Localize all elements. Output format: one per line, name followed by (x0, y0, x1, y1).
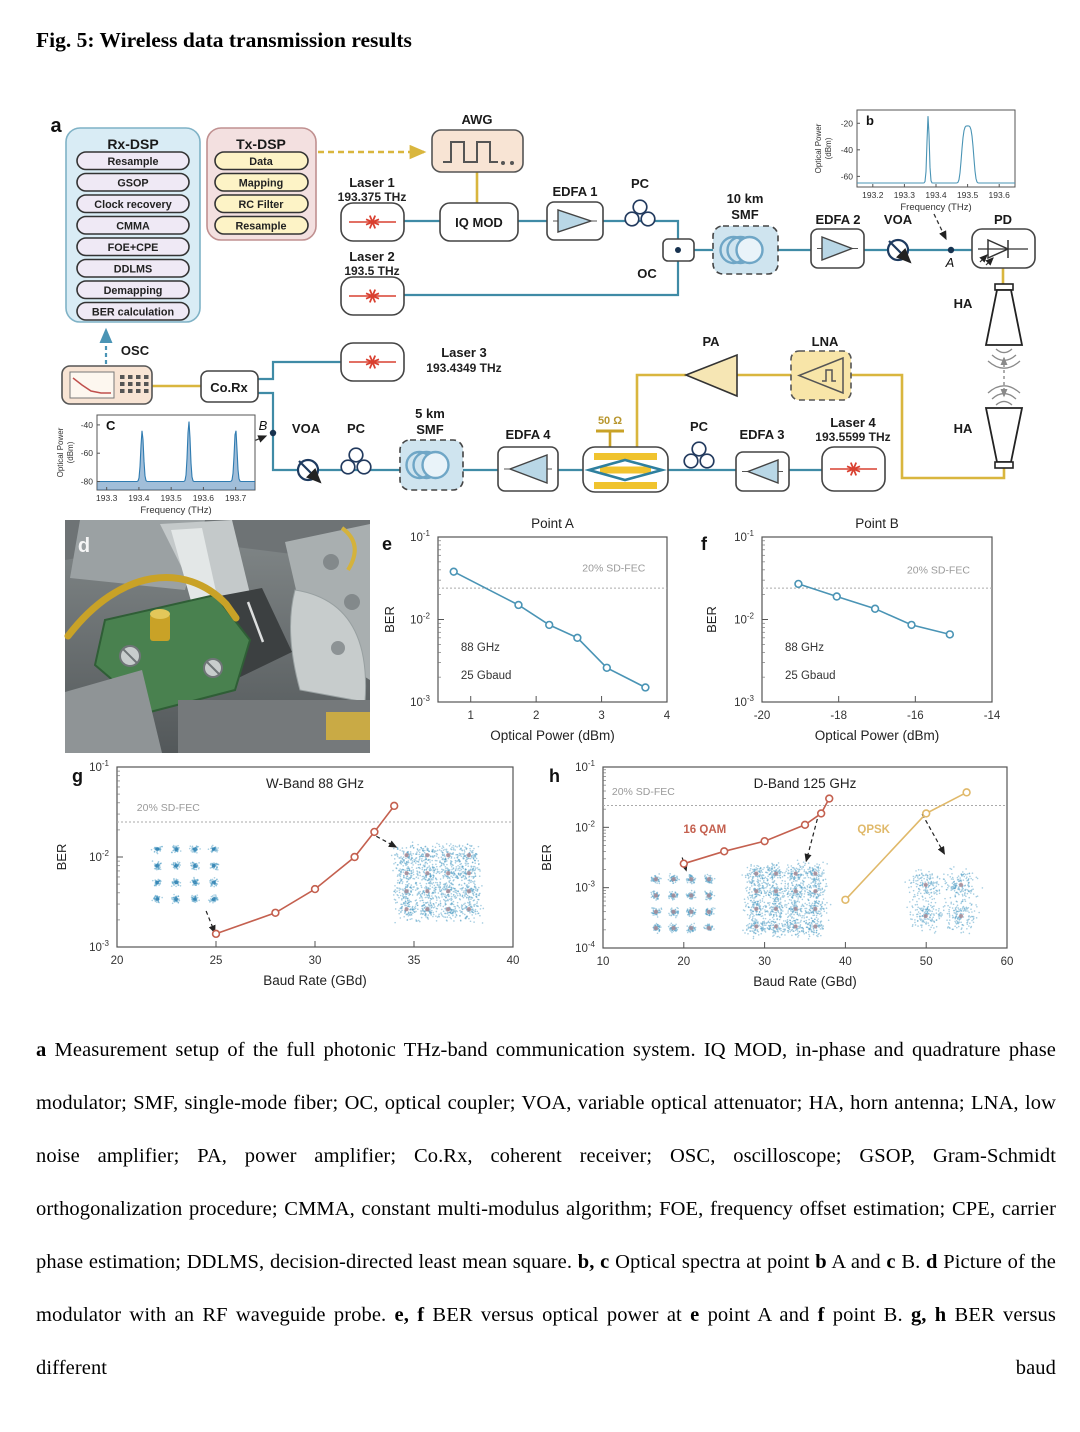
svg-text:60: 60 (1000, 956, 1014, 968)
svg-text:BER: BER (704, 606, 719, 633)
svg-text:-40: -40 (80, 419, 93, 430)
svg-text:Optical Power: Optical Power (56, 427, 65, 478)
voa2-label: VOA (291, 421, 321, 436)
svg-text:-16: -16 (907, 710, 924, 722)
pd-box (972, 229, 1035, 268)
tx-dsp-step: Resample (235, 220, 287, 233)
svg-text:1: 1 (467, 710, 474, 722)
svg-text:Point A: Point A (531, 516, 574, 531)
svg-text:2: 2 (532, 710, 540, 722)
svg-text:193.3: 193.3 (893, 190, 916, 200)
svg-text:(dBm): (dBm) (824, 137, 833, 160)
caption-segment: Optical spectra at point (609, 1251, 816, 1273)
chart-f (701, 516, 1001, 743)
smf10-label-1: 10 km (726, 191, 764, 206)
svg-text:193.4: 193.4 (128, 493, 150, 503)
svg-text:10-1: $10^{-1}$ (734, 529, 754, 544)
svg-text:W-Band 88 GHz: W-Band 88 GHz (265, 776, 365, 791)
caption-segment: Picture of the modulator with an RF waveguide probe. (36, 1251, 1056, 1326)
thz-modulator-box (583, 431, 668, 492)
laser2-label: Laser 2 (349, 249, 395, 264)
svg-text:g: g (72, 766, 83, 786)
tx-dsp-step: Data (249, 155, 273, 168)
svg-text:193.7: 193.7 (225, 493, 247, 503)
laser3-box (341, 343, 404, 381)
voa1-icon (888, 240, 910, 262)
svg-text:-20: -20 (753, 710, 771, 722)
rx-dsp-step: Clock recovery (94, 198, 172, 211)
pc3-label: PC (689, 419, 709, 434)
chart-h (539, 759, 1013, 989)
awg-label: AWG (461, 112, 493, 127)
svg-text:193.3: 193.3 (96, 493, 118, 503)
svg-text:40: 40 (506, 955, 520, 967)
edfa1-label: EDFA 1 (552, 184, 598, 199)
svg-text:193.2: 193.2 (862, 190, 884, 200)
laser4-label: Laser 4 (830, 415, 876, 430)
svg-text:20: 20 (110, 955, 124, 967)
figure-title: Fig. 5: Wireless data transmission results (36, 28, 412, 52)
edfa4-box (498, 447, 558, 491)
svg-text:20% SD-FEC: 20% SD-FEC (611, 786, 675, 799)
caption-segment: A and (826, 1251, 887, 1273)
laser2-freq: 193.5 THz (344, 264, 400, 278)
svg-text:193.5: 193.5 (956, 190, 979, 200)
pc3-icon (684, 442, 714, 468)
caption-segment: e, f (394, 1304, 425, 1326)
svg-text:3: 3 (598, 710, 605, 722)
laser2-box (341, 277, 404, 315)
rx-dsp-step: DDLMS (113, 263, 153, 276)
svg-text:-14: -14 (983, 710, 1001, 722)
laser1-freq: 193.375 THz (337, 190, 407, 204)
horn-antenna-bottom (986, 408, 1022, 468)
svg-text:Baud Rate (GBd): Baud Rate (GBd) (263, 973, 367, 988)
chart-g (54, 759, 519, 988)
svg-text:193.5: 193.5 (160, 493, 182, 503)
rx-dsp-step: BER calculation (91, 306, 175, 319)
svg-text:10-1: $10^{-1}$ (89, 759, 109, 774)
pc2-label: PC (346, 421, 366, 436)
svg-text:25: 25 (209, 955, 223, 967)
svg-text:193.6: 193.6 (988, 190, 1010, 200)
svg-text:-80: -80 (80, 476, 93, 487)
caption-segment: a (36, 1039, 55, 1061)
spectrum-c (56, 415, 255, 516)
rx-dsp-step: CMMA (116, 220, 150, 233)
svg-text:20% SD-FEC: 20% SD-FEC (582, 562, 646, 575)
rx-dsp-box (66, 128, 200, 322)
edfa2-label: EDFA 2 (815, 212, 861, 227)
caption-segment: Measurement setup of the full photonic THz-band communication system. IQ MOD, in-phase and quadrature phase modulator; SMF, single-mode fiber; OC, optical coupler; VOA, variable optical attenuator; HA, horn antenna; LNA, low noise amplifier; PA, power amplifier; Co.Rx, coherent receiver; OSC, oscilloscope; GSOP, Gram-Schmidt orthogonalization procedure; CMMA, constant multi-modulus algorithm; FOE, frequency offset estimation; CPE, carrier phase estimation; DDLMS, decision-directed least mean square. (36, 1039, 1056, 1273)
rx-dsp-step: Resample (107, 155, 159, 168)
svg-text:BER: BER (382, 606, 397, 633)
caption-segment: d (926, 1251, 938, 1273)
rx-dsp-title: Rx-DSP (107, 136, 159, 152)
horn-antenna-top (986, 284, 1022, 345)
svg-text:-40: -40 (840, 144, 853, 155)
svg-text:20% SD-FEC: 20% SD-FEC (136, 802, 200, 815)
svg-text:10-2: $10^{-2}$ (575, 819, 595, 835)
edfa2-box (811, 229, 864, 268)
terminator-label: 50 Ω (597, 415, 623, 427)
caption-segment: BER versus different baud (36, 1304, 1056, 1379)
pa-icon (686, 355, 737, 396)
svg-text:10-3: $10^{-3}$ (575, 879, 595, 895)
svg-text:f: f (701, 534, 707, 554)
caption-segment: b (815, 1251, 827, 1273)
laser1-label: Laser 1 (349, 175, 395, 190)
svg-text:C: C (106, 418, 116, 433)
caption-segment: g, h (910, 1304, 947, 1326)
svg-text:193.4: 193.4 (925, 190, 947, 200)
svg-text:25 Gbaud: 25 Gbaud (460, 669, 512, 682)
svg-text:Frequency (THz): Frequency (THz) (140, 505, 212, 516)
svg-text:(dBm): (dBm) (66, 441, 75, 464)
caption-segment: b, c (577, 1251, 610, 1273)
pa-label: PA (702, 334, 720, 349)
figure-caption (36, 1024, 1056, 1395)
point-a-dot (948, 247, 954, 253)
caption-segment: point B. (824, 1304, 911, 1326)
laser1-box (341, 203, 404, 241)
laser4-freq: 193.5599 THz (815, 430, 891, 444)
point-a-label: A (945, 255, 955, 270)
voa2-icon (298, 460, 320, 482)
svg-text:20: 20 (677, 956, 691, 968)
svg-text:30: 30 (308, 955, 322, 967)
point-b-dot (270, 430, 276, 436)
svg-text:-20: -20 (840, 118, 853, 129)
rx-dsp-step: Demapping (103, 284, 163, 297)
svg-text:10-2: $10^{-2}$ (89, 849, 109, 864)
caption-segment: point A and (699, 1304, 818, 1326)
svg-text:Optical Power (dBm): Optical Power (dBm) (490, 728, 615, 743)
svg-text:Point B: Point B (855, 516, 899, 531)
svg-text:20% SD-FEC: 20% SD-FEC (906, 564, 970, 577)
svg-text:e: e (382, 534, 393, 554)
svg-text:88 GHz: 88 GHz (785, 641, 824, 654)
svg-text:b: b (866, 113, 874, 128)
lna-label: LNA (811, 334, 839, 349)
panel-label-d: d (77, 535, 91, 557)
tx-dsp-title: Tx-DSP (236, 136, 286, 152)
svg-text:-60: -60 (80, 448, 93, 459)
chart-e (382, 516, 671, 743)
svg-text:Frequency (THz): Frequency (THz) (900, 202, 972, 213)
smf5-box (400, 440, 463, 490)
iq-mod-label: IQ MOD (455, 215, 503, 230)
svg-text:40: 40 (839, 956, 852, 968)
awg-box (432, 130, 523, 172)
panel-d-photo (65, 520, 370, 753)
oc-label: OC (637, 266, 657, 281)
svg-text:10-3: $10^{-3}$ (734, 694, 754, 709)
svg-text:10-2: $10^{-2}$ (734, 611, 754, 627)
tx-dsp-step: Mapping (238, 177, 284, 190)
laser3-freq: 193.4349 THz (426, 361, 502, 375)
svg-text:50: 50 (919, 956, 933, 968)
spectrum-b (814, 110, 1015, 213)
edfa4-label: EDFA 4 (505, 427, 551, 442)
laser3-label: Laser 3 (441, 345, 487, 360)
caption-segment: f (817, 1304, 825, 1326)
svg-text:-60: -60 (840, 171, 853, 182)
caption-segment: B. (895, 1251, 927, 1273)
tx-dsp-step: RC Filter (238, 198, 284, 211)
svg-text:88 GHz: 88 GHz (460, 641, 500, 654)
svg-text:10-1: $10^{-1}$ (575, 759, 595, 774)
edfa1-box (547, 202, 603, 240)
ha1-label: HA (953, 296, 973, 311)
svg-text:10-2: $10^{-2}$ (410, 611, 430, 627)
svg-text:30: 30 (758, 956, 771, 968)
svg-text:10-1: $10^{-1}$ (410, 529, 430, 544)
svg-text:10-3: $10^{-3}$ (410, 694, 430, 709)
rx-dsp-step: FOE+CPE (107, 241, 159, 254)
osc-box (62, 366, 152, 404)
smf5-label-1: 5 km (415, 406, 445, 421)
caption-segment: BER versus optical power at (424, 1304, 691, 1326)
svg-text:193.6: 193.6 (192, 493, 215, 503)
corx-label: Co.Rx (210, 380, 248, 395)
voa1-label: VOA (883, 212, 913, 227)
edfa3-label: EDFA 3 (739, 427, 785, 442)
rx-dsp-step: GSOP (117, 177, 149, 190)
laser4-box (822, 447, 885, 491)
lna-box (791, 351, 851, 400)
oc-box (663, 239, 694, 261)
pd-label: PD (993, 212, 1013, 227)
caption-segment: e (690, 1304, 700, 1326)
panel-label-a: a (50, 115, 62, 137)
svg-text:4: 4 (663, 710, 671, 722)
svg-text:25 Gbaud: 25 Gbaud (785, 669, 836, 682)
svg-text:Optical Power (dBm): Optical Power (dBm) (814, 728, 940, 743)
svg-text:35: 35 (407, 955, 421, 967)
smf10-label-2: SMF (731, 207, 759, 222)
caption-segment: c (886, 1251, 896, 1273)
svg-text:10-4: $10^{-4}$ (575, 940, 595, 955)
point-b-label: B (258, 418, 268, 433)
pc1-label: PC (630, 176, 650, 191)
spectrum-b-to-point-a-arrow (934, 214, 946, 239)
smf5-label-2: SMF (416, 422, 444, 437)
svg-text:BER: BER (54, 843, 69, 871)
svg-text:10: 10 (596, 956, 610, 968)
svg-text:-18: -18 (830, 710, 847, 722)
edfa3-box (736, 452, 789, 491)
svg-text:Optical Power: Optical Power (814, 123, 823, 174)
ha2-label: HA (953, 421, 973, 436)
osc-label: OSC (120, 343, 150, 358)
svg-text:10-3: $10^{-3}$ (89, 939, 109, 954)
smf10-box (713, 226, 778, 274)
